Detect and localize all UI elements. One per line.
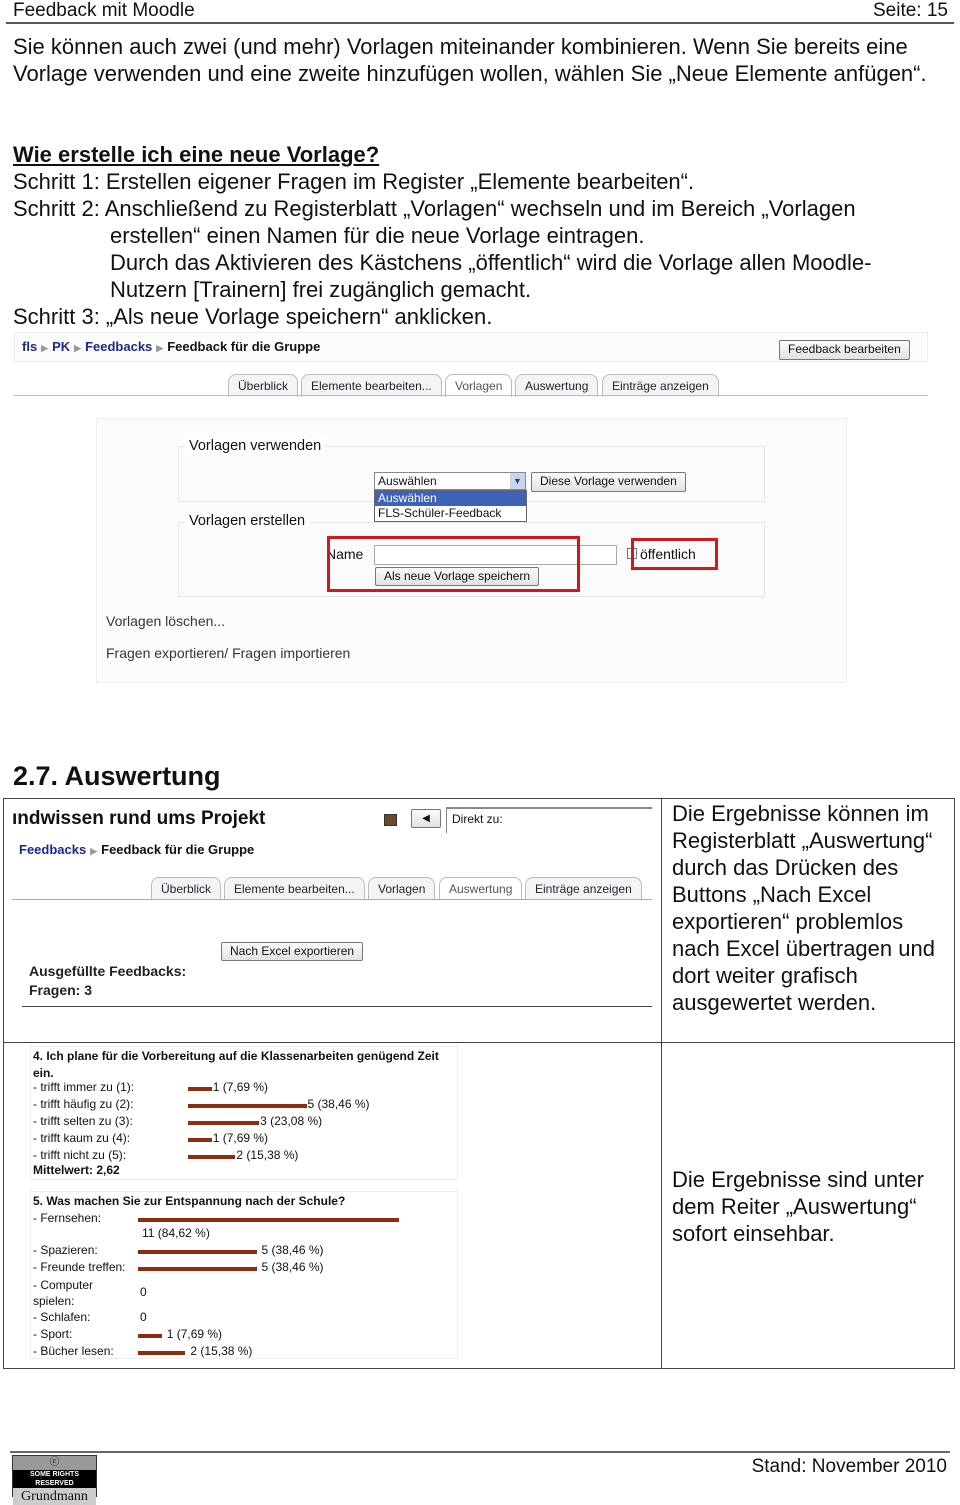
highlight-box: [631, 538, 718, 570]
step-2: Schritt 2: Anschließend zu Registerblatt „Vorlagen“ wechseln und im Bereich „Vorlagen: [13, 196, 856, 221]
bar: [188, 1155, 235, 1159]
chevron-down-icon[interactable]: ▼: [510, 473, 525, 489]
bar: [188, 1087, 212, 1091]
category-label: - Sport:: [33, 1327, 73, 1341]
breadcrumb-current: Feedback für die Gruppe: [167, 339, 321, 354]
create-legend: Vorlagen erstellen: [185, 513, 309, 529]
breadcrumb-pk[interactable]: PK: [52, 339, 71, 354]
category-label: - Spazieren:: [33, 1243, 98, 1257]
breadcrumb: [22, 339, 320, 354]
back-arrow-icon[interactable]: ◀: [411, 809, 441, 828]
filled-feedbacks-label: Ausgefüllte Feedbacks:: [29, 963, 187, 979]
bar: [188, 1121, 259, 1125]
stand-date: Stand: November 2010: [751, 1456, 947, 1477]
export-import-link[interactable]: Fragen exportieren/ Fragen importieren: [106, 645, 351, 661]
tab-divider: [14, 395, 928, 396]
category-label: - Fernsehen:: [33, 1211, 102, 1225]
step-2-cont: erstellen“ einen Namen für die neue Vorlage eintragen.: [110, 223, 645, 248]
breadcrumb-feedbacks[interactable]: Feedbacks: [85, 339, 153, 354]
question-4-title: 4. Ich plane für die Vorbereitung auf die Klassenarbeiten genügend Zeit ein.: [33, 1049, 439, 1080]
step-1: Schritt 1: Erstellen eigener Fragen im Register „Elemente bearbeiten“.: [13, 169, 695, 194]
bar: [138, 1351, 185, 1355]
tab-analysis[interactable]: Auswertung: [439, 877, 522, 900]
data-label: 1 (7,69 %): [212, 1131, 269, 1145]
howto-section: [13, 141, 948, 330]
side-text-export: Die Ergebnisse können im Registerblatt „Auswertung“ durch das Drücken des Buttons „Nach Excel exportieren“ problemlos nach Excel übertragen und dort weiter grafisch ausgewertet werden.: [672, 801, 935, 1015]
template-select[interactable]: [374, 472, 526, 490]
bar: [138, 1267, 257, 1271]
section-heading: 2.7. Auswertung: [13, 761, 221, 791]
header-title: Feedback mit Moodle: [13, 0, 195, 21]
save-template-button[interactable]: Als neue Vorlage speichern: [375, 567, 539, 586]
questions-count: Fragen: 3: [29, 982, 93, 998]
jump-to-select[interactable]: Direkt zu:: [446, 807, 652, 833]
side-text-results: Die Ergebnisse sind unter dem Reiter „Auswertung“ sofort einsehbar.: [672, 1167, 924, 1246]
tab-overview[interactable]: Überblick: [151, 877, 221, 900]
public-label: öffentlich: [640, 546, 696, 562]
step-2-public: Durch das Aktivieren des Kästchens „öffentlich“ wird die Vorlage allen Moodle-: [110, 250, 872, 275]
data-label: 11 (84,62 %): [142, 1226, 210, 1240]
divider: [22, 1006, 652, 1007]
data-label: 1 (7,69 %): [212, 1080, 269, 1094]
book-icon[interactable]: [384, 814, 397, 826]
course-title: ındwissen rund ums Projekt: [12, 808, 266, 829]
tab-templates[interactable]: Vorlagen: [368, 877, 435, 900]
delete-templates-link[interactable]: Vorlagen löschen...: [106, 613, 226, 629]
cc-license-logo: ⓒ SOME RIGHTS RESERVED Grundmann: [12, 1455, 97, 1497]
category-label: - trifft häufig zu (2):: [33, 1097, 134, 1111]
howto-heading: Wie erstelle ich eine neue Vorlage?: [13, 142, 380, 167]
tab-analysis[interactable]: Auswertung: [515, 374, 598, 397]
option-auswaehlen[interactable]: Auswählen: [375, 491, 526, 506]
data-label: 2 (15,38 %): [190, 1344, 253, 1358]
breadcrumb-feedbacks[interactable]: Feedbacks: [19, 842, 87, 857]
data-label: 5 (38,46 %): [261, 1260, 324, 1274]
select-value: Auswählen: [378, 474, 437, 488]
name-label: Name: [326, 546, 364, 562]
bar: [138, 1218, 399, 1222]
arrow-icon: ▶: [74, 343, 82, 353]
data-label: 5 (38,46 %): [261, 1243, 324, 1257]
highlight-box: [327, 536, 580, 592]
intro-paragraph: Sie können auch zwei (und mehr) Vorlagen miteinander kombinieren. Wenn Sie bereits eine Vorlage verwenden und eine zweite hinzufügen wollen, wählen Sie „Neue Elemente anfügen“.: [13, 34, 927, 86]
category-label: - trifft immer zu (1):: [33, 1080, 135, 1094]
tab-entries[interactable]: Einträge anzeigen: [602, 374, 719, 397]
bar: [138, 1250, 257, 1254]
table-row-divider: [3, 1042, 955, 1043]
tab-overview[interactable]: Überblick: [228, 374, 298, 397]
tab-divider: [12, 899, 652, 900]
feedback-edit-button[interactable]: Feedback bearbeiten: [779, 340, 910, 360]
data-label: 3 (23,08 %): [260, 1114, 323, 1128]
category-label: - trifft kaum zu (4):: [33, 1131, 131, 1145]
arrow-icon: ▶: [90, 846, 98, 856]
category-label: - trifft selten zu (3):: [33, 1114, 133, 1128]
select-dropdown: [374, 490, 527, 522]
page-number: Seite: 15: [873, 0, 948, 21]
bar: [188, 1104, 307, 1108]
data-label: 0: [140, 1285, 147, 1299]
tab-edit-elements[interactable]: Elemente bearbeiten...: [224, 877, 365, 900]
tab-templates[interactable]: Vorlagen: [445, 374, 512, 397]
step-2-public-cont: Nutzern [Trainern] frei zugänglich gemacht.: [110, 277, 532, 302]
option-fls[interactable]: FLS-Schüler-Feedback: [378, 506, 502, 520]
breadcrumb-fls[interactable]: fls: [22, 339, 38, 354]
category-label: - trifft nicht zu (5):: [33, 1148, 127, 1162]
category-label: - Computer spielen:: [33, 1278, 94, 1308]
step-3: Schritt 3: „Als neue Vorlage speichern“ anklicken.: [13, 304, 493, 329]
mean-value: Mittelwert: 2,62: [33, 1163, 120, 1177]
arrow-icon: ▶: [41, 343, 49, 353]
tab-entries[interactable]: Einträge anzeigen: [525, 877, 642, 900]
use-legend: Vorlagen verwenden: [185, 438, 325, 454]
breadcrumb-current: Feedback für die Gruppe: [101, 842, 255, 857]
data-label: 0: [140, 1310, 147, 1324]
category-label: - Freunde treffen:: [33, 1260, 126, 1274]
header-divider: [6, 22, 954, 24]
bar: [138, 1334, 162, 1338]
arrow-icon: ▶: [156, 343, 164, 353]
export-excel-button[interactable]: Nach Excel exportieren: [221, 942, 363, 961]
tab-edit-elements[interactable]: Elemente bearbeiten...: [301, 374, 442, 397]
footer-divider: [10, 1451, 950, 1453]
data-label: 2 (15,38 %): [236, 1148, 299, 1162]
question-5-title: 5. Was machen Sie zur Entspannung nach der Schule?: [33, 1194, 346, 1208]
category-label: - Schlafen:: [33, 1310, 91, 1324]
category-label: - Bücher lesen:: [33, 1344, 114, 1358]
use-template-button[interactable]: Diese Vorlage verwenden: [531, 472, 686, 492]
bar: [188, 1138, 212, 1142]
breadcrumb-2: [19, 842, 254, 857]
data-label: 1 (7,69 %): [166, 1327, 223, 1341]
table-col-divider: [661, 798, 662, 1369]
cc-icon: ⓒ: [49, 1457, 60, 1468]
data-label: 5 (38,46 %): [307, 1097, 370, 1111]
